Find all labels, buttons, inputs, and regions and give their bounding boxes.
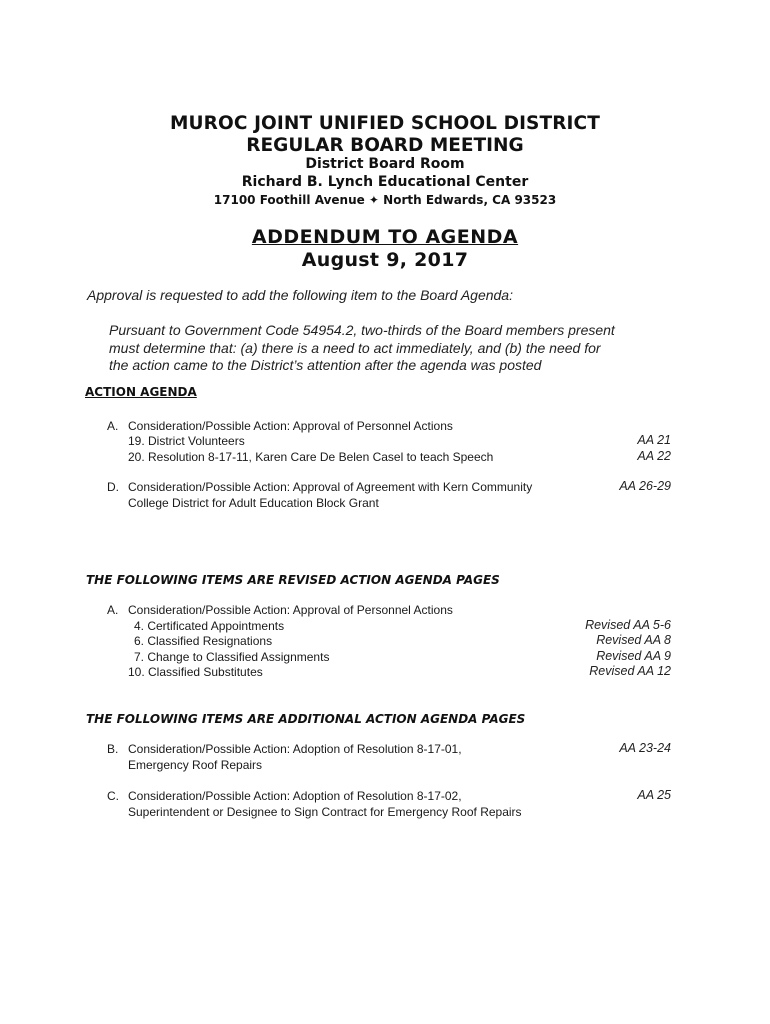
justification-line: must determine that: (a) there is a need to act immediately, and (b) the need for — [109, 340, 601, 356]
page-ref: AA 23-24 — [619, 741, 671, 755]
meeting-address: 17100 Foothill Avenue ✦ North Edwards, CA 93523 — [213, 193, 557, 207]
item-letter: C. — [107, 789, 119, 803]
intro-text: Approval is requested to add the following item to the Board Agenda: — [87, 287, 513, 303]
addendum-date: August 9, 2017 — [301, 249, 469, 271]
item-title: Consideration/Possible Action: Adoption of Resolution 8-17-02, — [128, 789, 462, 803]
page-ref: AA 25 — [637, 788, 671, 802]
justification-line: the action came to the District’s attention after the agenda was posted — [109, 357, 542, 373]
page-ref: Revised AA 12 — [589, 664, 671, 678]
item-letter: D. — [107, 480, 119, 494]
page-ref: Revised AA 5-6 — [585, 618, 671, 632]
item-letter: A. — [107, 603, 119, 617]
item-letter: A. — [107, 419, 119, 433]
meeting-room: District Board Room — [305, 156, 465, 172]
revised-pages-heading: THE FOLLOWING ITEMS ARE REVISED ACTION AGENDA PAGES — [86, 573, 500, 587]
item-title: Consideration/Possible Action: Approval of Personnel Actions — [128, 603, 453, 617]
addendum-title: ADDENDUM TO AGENDA — [251, 226, 519, 248]
subitem-text: 6. Classified Resignations — [134, 634, 273, 648]
subitem-text: 20. Resolution 8-17-11, Karen Care De Belen Casel to teach Speech — [128, 450, 494, 464]
additional-pages-heading: THE FOLLOWING ITEMS ARE ADDITIONAL ACTION AGENDA PAGES — [86, 712, 526, 726]
subitem-text: 4. Certificated Appointments — [134, 619, 285, 633]
district-name: MUROC JOINT UNIFIED SCHOOL DISTRICT — [170, 113, 600, 134]
subitem-text: 19. District Volunteers — [128, 434, 245, 448]
subitem-text: 10. Classified Substitutes — [128, 665, 263, 679]
page-ref: AA 21 — [637, 433, 671, 447]
meeting-title: REGULAR BOARD MEETING — [246, 135, 524, 156]
item-title-continued: Superintendent or Designee to Sign Contract for Emergency Roof Repairs — [128, 805, 522, 819]
meeting-center: Richard B. Lynch Educational Center — [241, 174, 529, 190]
subitem-text: 7. Change to Classified Assignments — [134, 650, 330, 664]
page-ref: Revised AA 9 — [596, 649, 671, 663]
page-ref: Revised AA 8 — [596, 633, 671, 647]
item-title: Consideration/Possible Action: Approval of Personnel Actions — [128, 419, 453, 433]
action-agenda-heading: ACTION AGENDA — [85, 385, 197, 399]
page-ref: AA 22 — [637, 449, 671, 463]
item-letter: B. — [107, 742, 119, 756]
item-title: Consideration/Possible Action: Approval of Agreement with Kern Community — [128, 480, 533, 494]
item-title-continued: College District for Adult Education Block Grant — [128, 496, 379, 510]
page-ref: AA 26-29 — [619, 479, 671, 493]
justification-line: Pursuant to Government Code 54954.2, two-thirds of the Board members present — [109, 322, 615, 338]
item-title: Consideration/Possible Action: Adoption of Resolution 8-17-01, — [128, 742, 462, 756]
item-title-continued: Emergency Roof Repairs — [128, 758, 263, 772]
